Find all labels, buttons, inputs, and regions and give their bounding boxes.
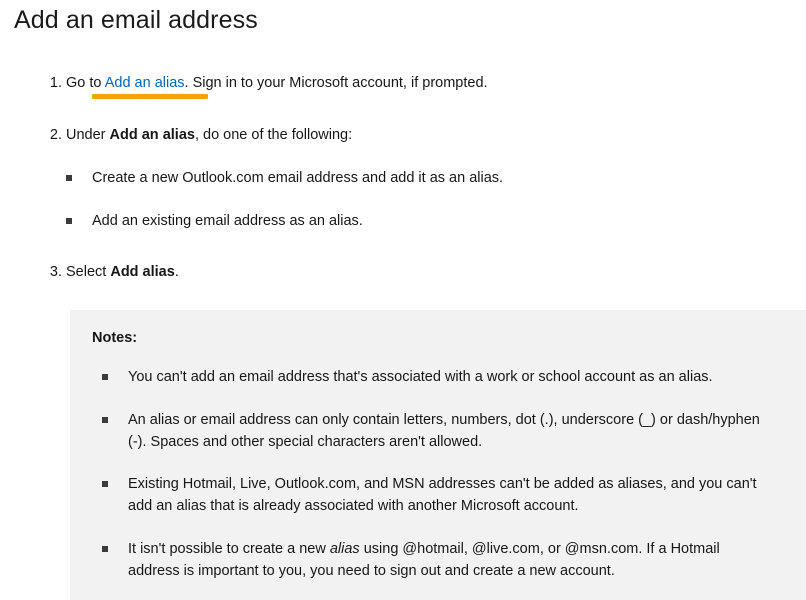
note-text-part2: using @hotmail, @live.com, or @msn.com. If a Hotmail address is important to you, you need to sign out and create a new account. [128,540,720,579]
step-text-bold: Add an alias [109,127,195,144]
step-number: 3. [49,264,62,281]
step-text-suffix: . Sign in to your Microsoft account, if prompted. [184,75,488,91]
note-text-italic: alias [329,540,360,557]
list-item: Create a new Outlook.com email address and add it as an alias. [66,168,806,189]
step-text-prefix: Go to [66,75,105,91]
step-text-suffix: , do one of the following: [194,127,353,144]
highlight-marker [92,94,208,99]
step-text-prefix: Under [66,127,110,144]
list-item: Add an existing email address as an alias. [66,211,806,232]
page-title: Add an email address [14,6,258,34]
notes-heading: Notes: [92,330,138,346]
step-item-2 [0,125,806,232]
step-number: 2. [49,127,62,144]
list-item [92,539,768,583]
step-item-1 [0,73,806,94]
step-text-suffix: . [174,264,179,281]
step-text-bold: Add alias [110,264,175,281]
note-text-part1: It isn't possible to create a new [128,540,330,557]
list-item: Existing Hotmail, Live, Outlook.com, and MSN addresses can't be added as aliases, and you can't add an alias that is already associated with another Microsoft account. [92,474,768,518]
step-2-options-list [66,168,806,232]
step-text-prefix: Select [66,264,111,281]
list-item: An alias or email address can only contain letters, numbers, dot (.), underscore (_) or dash/hyphen (-). Spaces and other special characters aren't allowed. [92,410,768,454]
add-an-alias-link[interactable]: Add an alias [104,75,185,91]
list-item: You can't add an email address that's associated with a work or school account as an alias. [92,367,768,389]
steps-list [0,73,806,283]
notes-list [92,367,784,582]
notes-panel [70,310,806,600]
step-item-3 [0,262,806,283]
step-number: 1. [49,75,62,91]
